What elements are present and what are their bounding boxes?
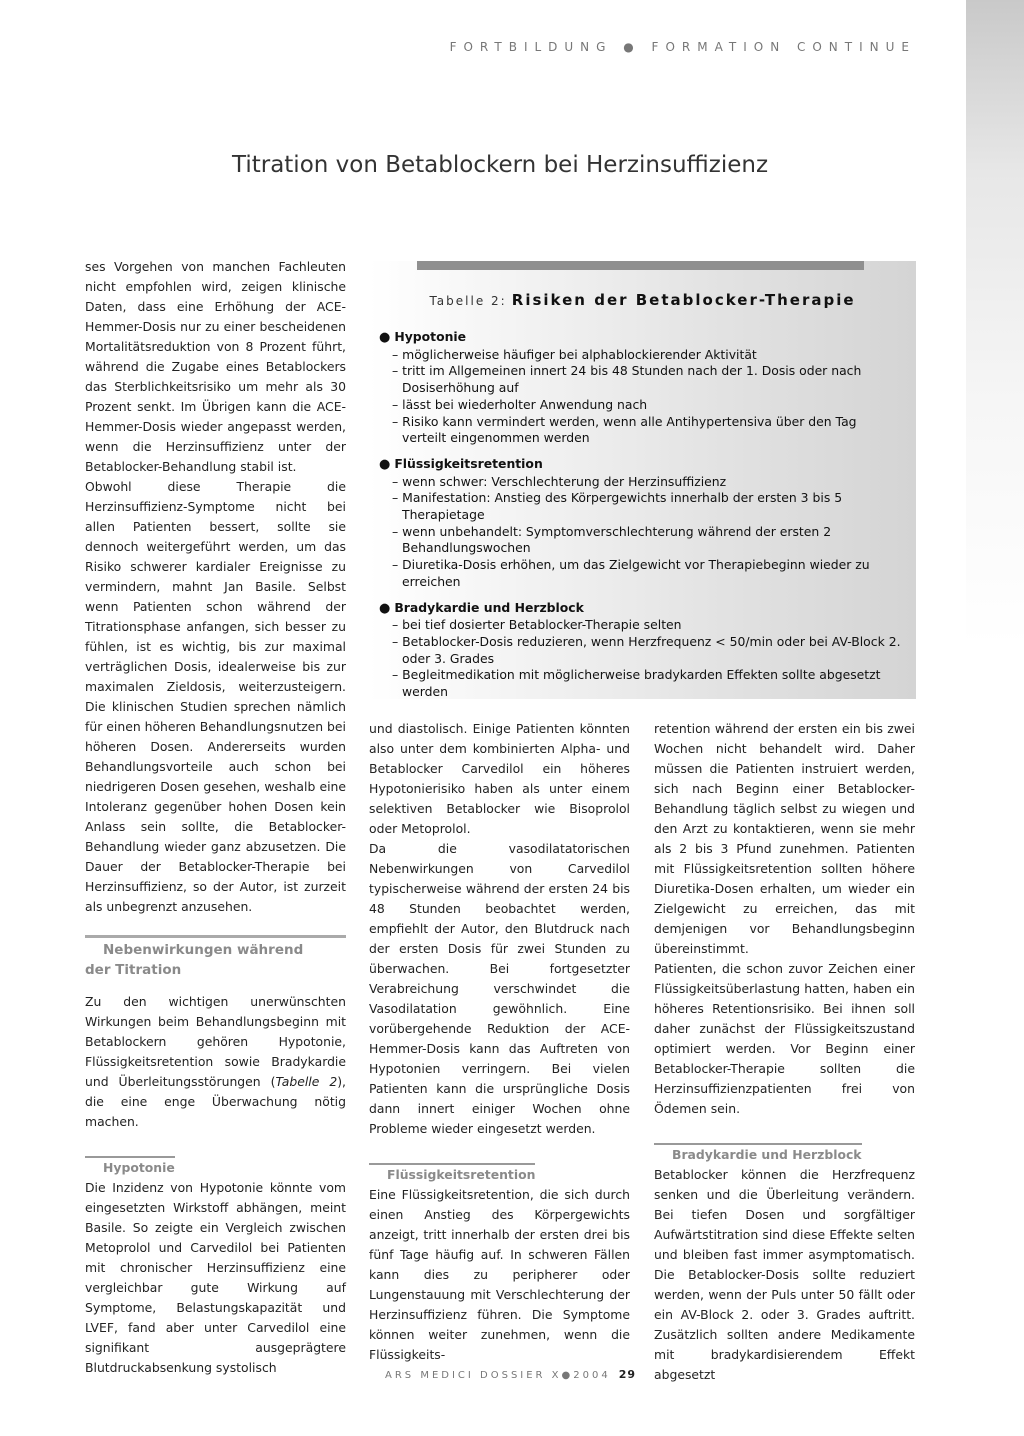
paragraph: ses Vorgehen von manchen Fachleuten nicht empfohlen wird, zeigen klinische Daten, dass eine Erhöhung der ACE-Hemmer-Dosis nur zu einer bescheidenen Mortalitätsreduktion von 8 Prozent führt, während die Zugabe eines Betablockers das Sterblichkeitsrisiko um mehr als 30 Prozent senkt. Im Übrigen kann die ACE-Hemmer-Dosis wieder angepasst werden, wenn die Herzinsuffizienz unter der Betablocker-Behandlung stabil ist. (85, 259, 346, 474)
section-heading-line: der Titration (85, 962, 182, 978)
bullet-icon: ● (379, 456, 391, 472)
table-reference: Tabelle 2 (275, 1074, 338, 1089)
table-item: – Diuretika-Dosis erhöhen, um das Zielgewicht vor Therapiebeginn wieder zu erreichen (392, 557, 870, 589)
table-item: – tritt im Allgemeinen innert 24 bis 48 Stunden nach der 1. Dosis oder nach Dosiserhöhung auf (392, 363, 862, 396)
sub-heading: Hypotonie (85, 1156, 175, 1177)
table-item: – möglicherweise häufiger bei alphablockierender Aktivität (392, 346, 757, 362)
table-item: – Begleitmedikation mit möglicherweise bradykarden Effekten sollte abgesetzt werden (392, 667, 881, 700)
paragraph-text: Zu den wichtigen unerwünschten Wirkungen beim Behandlungsbeginn mit Betablockern gehören Hypotonie, Flüssigkeitsretention sowie Bradykardie und Überleitungsstörungen ( (85, 994, 346, 1089)
paragraph (85, 992, 346, 1132)
table-box (369, 261, 916, 699)
section-heading-line: Nebenwirkungen während (103, 942, 304, 958)
sub-heading: Bradykardie und Herzblock (654, 1143, 862, 1164)
paragraph: Obwohl diese Therapie die Herzinsuffizienz-Symptome nicht bei allen Patienten bessert, sollte sie dennoch weitergeführt werden, um das Risiko schwerer kardialer Ereignisse zu vermindern, mahnt Jan Basile. Selbst wenn Patienten schon während der Titrationsphase anfangen, sich besser zu fühlen, ist es wichtig, bis zur maximal verträglichen Dosis, idealerweise bis zur maximalen Zieldosis, weiterzusteigern. Die klinischen Studien sprechen nämlich für einen höheren Behandlungsnutzen bei höheren Dosen. Andererseits wurden Behandlungsvorteile auch schon bei niedrigeren Dosen gesehen, weshalb eine Intoleranz gegenüber hohen Dosen kein Anlass sein sollte, die Betablocker-Behandlung wieder ganz abzusetzen. Die Dauer der Betablocker-Therapie bei Herzinsuffizienz, so der Autor, ist zurzeit als unbegrenzt anzusehen. (85, 479, 346, 914)
journal-name: ARS MEDICI DOSSIER X●2004 (385, 1370, 611, 1381)
middle-column (369, 719, 630, 1365)
paragraph: Betablocker können die Herzfrequenz senken und die Überleitung verändern. Bei tiefen Dosen und sorgfältiger Aufwärtstitration sind diese Effekte selten und bleiben fast immer asymptomatisch. Die Betablocker-Dosis sollte reduziert werden, wenn der Puls unter 50 fällt oder ein AV-Block 2. oder 3. Grades auftritt. Zusätzlich sollten andere Medikamente mit bradykardisierendem Effekt abgesetzt (654, 1167, 915, 1382)
paragraph: Da die vasodilatatorischen Nebenwirkungen von Carvedilol typischerweise während der ersten 24 bis 48 Stunden beobachtet werden, empfiehlt der Autor, den Blutdruck nach der ersten Dosis für zwei Stunden zu überwachen. Bei fortgesetzter Verabreichung verschwindet die Vasodilatation gewöhnlich. Eine vorübergehende Reduktion der ACE-Hemmer-Dosis kann das Auftreten von Hypotonien verringern. Bei vielen Patienten kann die ursprüngliche Dosis dann innert einiger Wochen ohne Probleme wieder eingesetzt werden. (369, 841, 630, 1136)
table-group-heading (379, 456, 904, 474)
running-head: FORTBILDUNG ● FORMATION CONTINUE (449, 40, 916, 54)
paragraph: Patienten, die schon zuvor Zeichen einer Flüssigkeitsüberlastung hatten, haben ein höheres Retentionsrisiko. Bei ihnen soll daher zunächst der Flüssigkeitszustand optimiert werden. Vor Beginn einer Betablocker-Therapie sollten die Herzinsuffizienzpatienten frei von Ödemen sein. (654, 961, 915, 1116)
sub-heading: Flüssigkeitsretention (369, 1163, 535, 1184)
table-group (379, 456, 904, 591)
paragraph: Die Inzidenz von Hypotonie könnte vom eingesetzten Wirkstoff abhängen, meint Basile. So zeigte ein Vergleich zwischen Metoprolol und Carvedilol bei Patienten mit chronischer Herzinsuffizienz eine vergleichbar gute Wirkung auf Symptome, Belastungskapazität und LVEF, fand aber unter Carvedilol eine signifikant ausgeprägtere Blutdruckabsenkung systolisch (85, 1180, 346, 1375)
table-item: – Betablocker-Dosis reduzieren, wenn Herzfrequenz < 50/min oder bei AV-Block 2. oder 3. Grades (392, 633, 901, 666)
table-group (379, 600, 904, 701)
left-column (85, 257, 346, 1378)
bullet-icon: ● (379, 330, 391, 345)
table-caption (369, 290, 916, 309)
page-footer (385, 1368, 636, 1381)
table-accent-bar (417, 261, 864, 270)
table-item: – Risiko kann vermindert werden, wenn alle Antihypertensiva über den Tag verteilt eingenommen werden (392, 413, 857, 446)
table-group-heading (379, 600, 904, 618)
section-heading (85, 935, 346, 980)
paragraph: retention während der ersten ein bis zwei Wochen nicht behandelt wird. Daher müssen die Patienten instruiert werden, sich nach Beginn einer Betablocker-Behandlung täglich selbst zu wiegen und den Arzt zu kontaktieren, wenn sie mehr als 2 bis 3 Pfund zunehmen. Patienten mit Flüssigkeitsretention sollten höhere Diuretika-Dosen erhalten, um wieder ein Zielgewicht zu erreichen, das mit demjenigen vor Behandlungsbeginn übereinstimmt. (654, 721, 915, 956)
table-item: – Manifestation: Anstieg des Körpergewichts innerhalb der ersten 3 bis 5 Therapietage (392, 490, 843, 523)
paragraph-text: ), die eine enge Überwachung nötig machen. (85, 1074, 346, 1129)
table-item: – wenn unbehandelt: Symptomverschlechterung während der ersten 2 Behandlungswochen (392, 523, 832, 556)
bullet-icon: ● (379, 600, 391, 616)
table-body (379, 329, 904, 710)
table-label: Tabelle 2: (429, 294, 507, 308)
page-edge-tab (966, 0, 1024, 1436)
table-group (379, 329, 904, 447)
table-group-heading-text: Hypotonie (394, 329, 467, 344)
paragraph: und diastolisch. Einige Patienten könnten also unter dem kombinierten Alpha- und Betablocker Carvedilol ein höheres Hypotonierisiko haben als unter einem selektiven Betablocker wie Bisoprolol oder Metoprolol. (369, 721, 630, 836)
article-title: Titration von Betablockern bei Herzinsuffizienz (231, 152, 769, 178)
right-column (654, 719, 915, 1385)
table-group-heading-text: Bradykardie und Herzblock (394, 599, 584, 615)
table-item: – bei tief dosierter Betablocker-Therapie selten (392, 617, 682, 633)
table-group-heading (379, 329, 904, 347)
table-item: – lässt bei wiederholter Anwendung nach (392, 396, 648, 412)
table-name: Risiken der Betablocker-Therapie (511, 291, 856, 309)
table-group-heading-text: Flüssigkeitsretention (394, 455, 543, 471)
page-number: 29 (618, 1368, 637, 1381)
paragraph: Eine Flüssigkeitsretention, die sich durch einen Anstieg des Körpergewichts anzeigt, tritt innerhalb der ersten drei bis fünf Tage häufig auf. In schweren Fällen kann dies zu peripherer oder Lungenstauung mit Verschlechterung der Herzinsuffizienz führen. Die Symptome können weiter zunehmen, wenn die Flüssigkeits- (369, 1187, 630, 1362)
table-item: – wenn schwer: Verschlechterung der Herzinsuffizienz (392, 473, 727, 489)
